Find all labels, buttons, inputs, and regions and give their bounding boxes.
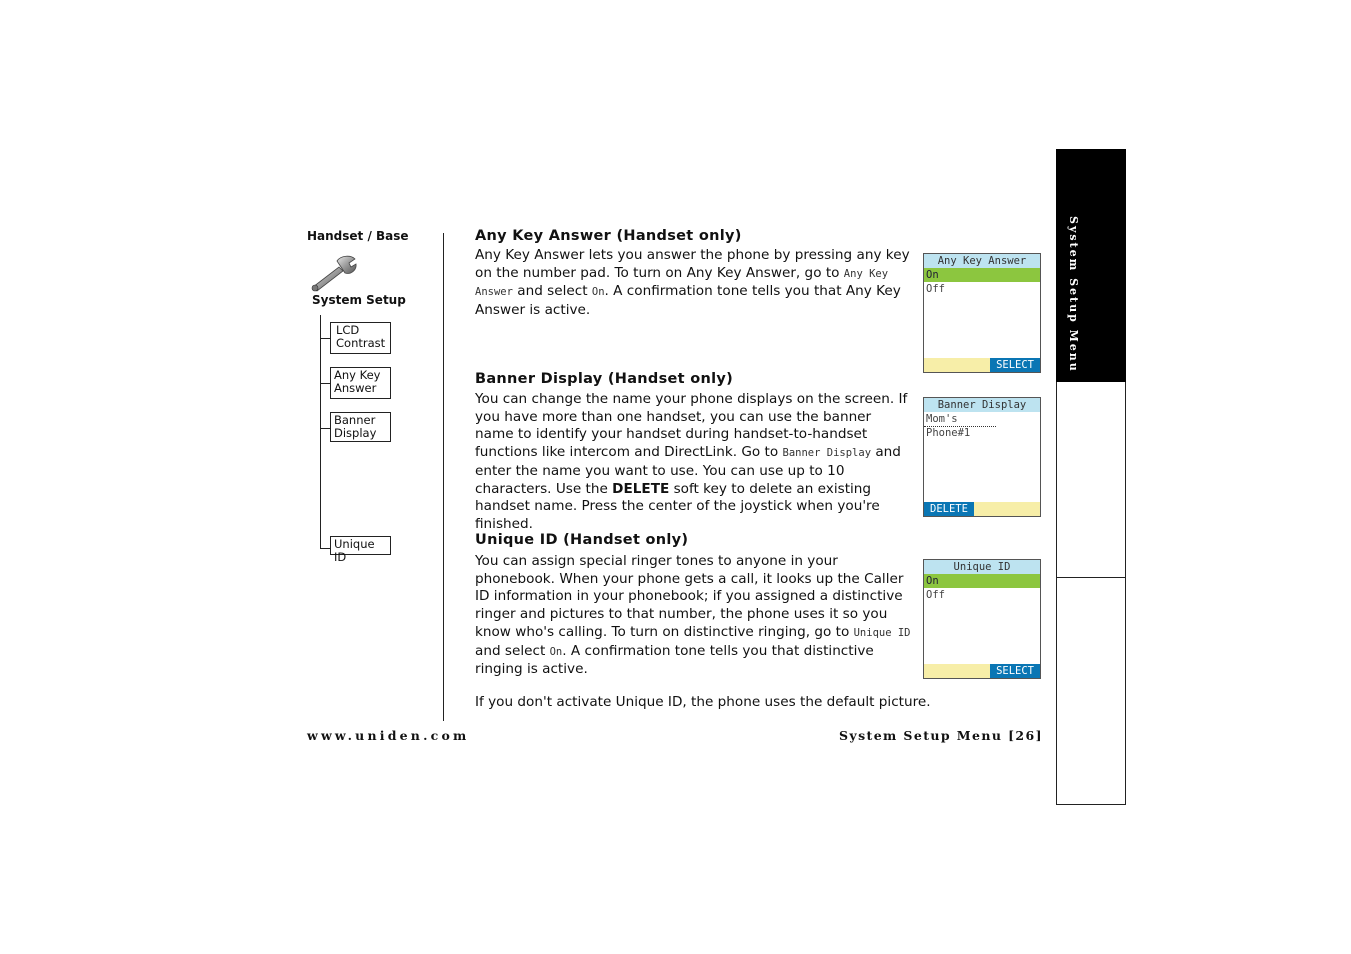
- sidebar-item-label: Banner: [334, 413, 376, 427]
- body-text: and select: [475, 642, 550, 659]
- lcd-option-off[interactable]: Off: [926, 283, 945, 295]
- body-text: and enter the name you want to use. You can use up to 10 characters. Use the: [475, 444, 901, 497]
- sidebar-item-label: Any Key: [334, 368, 381, 382]
- footer-website[interactable]: www.uniden.com: [307, 728, 470, 743]
- select-softkey[interactable]: SELECT: [990, 358, 1040, 372]
- section-body-banner-display: [475, 391, 912, 534]
- sidebar-item-label: LCD: [336, 323, 360, 337]
- sidebar-item-unique-id[interactable]: [330, 536, 391, 564]
- lcd-softkey-bar: [924, 358, 1040, 372]
- section-title-any-key-answer: Any Key Answer (Handset only): [475, 228, 742, 244]
- lcd-title: Banner Display: [924, 398, 1040, 412]
- footer-page-label: System Setup Menu [26]: [839, 728, 1043, 743]
- lcd-screen-any-key-answer: [923, 253, 1041, 373]
- option-name: On: [591, 286, 605, 299]
- sidebar-item-banner-display[interactable]: [330, 412, 391, 442]
- sidebar-heading: Handset / Base: [307, 229, 409, 243]
- body-text: . A confirmation tone tells you that Any Key Answer is active.: [475, 283, 901, 319]
- lcd-softkey-bar: [924, 664, 1040, 678]
- lcd-screen-unique-id: [923, 559, 1041, 679]
- chapter-tab-label: System Setup Menu: [1067, 216, 1080, 373]
- body-text: You can assign special ringer tones to anyone in your phonebook. When your phone gets a call, it looks up the Caller ID information in your phonebook; if you assigned a distinctive ringer and pictures to that number, the phone uses it so you know who's calling. To turn on distinctive ringing, go to: [475, 553, 904, 640]
- tree-branch: [320, 548, 330, 549]
- sidebar-item-label: Display: [334, 426, 377, 440]
- delete-key-label: DELETE: [612, 480, 670, 497]
- lcd-title: Any Key Answer: [924, 254, 1040, 268]
- menu-name: Any Key Answer: [475, 267, 889, 299]
- tree-branch: [320, 338, 330, 339]
- tree-branch: [320, 383, 330, 384]
- column-divider: [443, 233, 444, 721]
- option-name: On: [549, 645, 563, 658]
- tree-line: [320, 315, 321, 548]
- lcd-option-on[interactable]: On: [924, 268, 1040, 282]
- banner-name-field[interactable]: Mom's Phone#1: [924, 412, 996, 427]
- sidebar-item-any-key-answer[interactable]: [330, 367, 391, 399]
- section-title-banner-display: Banner Display (Handset only): [475, 371, 734, 387]
- sidebar-item-lcd-contrast[interactable]: [330, 322, 391, 354]
- section-body-unique-id: [475, 553, 912, 679]
- body-text: soft key to delete an existing handset name. Press the center of the joystick when you're finished.: [475, 480, 880, 532]
- lcd-option-off[interactable]: Off: [926, 589, 945, 601]
- sidebar-item-label: Contrast: [336, 336, 386, 350]
- body-text: Any Key Answer lets you answer the phone by pressing any key on the number pad. To turn on Any Key Answer, go to: [475, 247, 910, 281]
- wrench-icon: [309, 253, 359, 293]
- section-title-unique-id: Unique ID (Handset only): [475, 532, 689, 548]
- sidebar-subheading: System Setup: [312, 293, 406, 307]
- chapter-tab-divider: [1056, 577, 1126, 578]
- delete-softkey[interactable]: DELETE: [924, 502, 974, 516]
- sidebar-item-label: Unique ID: [334, 537, 375, 564]
- lcd-option-on[interactable]: On: [924, 574, 1040, 588]
- lcd-screen-banner-display: [923, 397, 1041, 517]
- sidebar-item-label: Answer: [334, 381, 377, 395]
- lcd-softkey-bar: [924, 502, 1040, 516]
- lcd-title: Unique ID: [924, 560, 1040, 574]
- tree-branch: [320, 428, 330, 429]
- body-text: You can change the name your phone displays on the screen. If you have more than one handset, you can use the banner name to identify your handset during handset-to-handset functions like intercom and DirectLink. Go to: [475, 391, 908, 461]
- section-body-any-key-answer: [475, 247, 912, 320]
- body-text: . A confirmation tone tells you that distinctive ringing is active.: [475, 642, 874, 678]
- unique-id-note: If you don't activate Unique ID, the phone uses the default picture.: [475, 694, 931, 710]
- body-text: and select: [512, 283, 592, 300]
- menu-name: Banner Display: [782, 447, 872, 460]
- select-softkey[interactable]: SELECT: [990, 664, 1040, 678]
- menu-name: Unique ID: [853, 626, 911, 639]
